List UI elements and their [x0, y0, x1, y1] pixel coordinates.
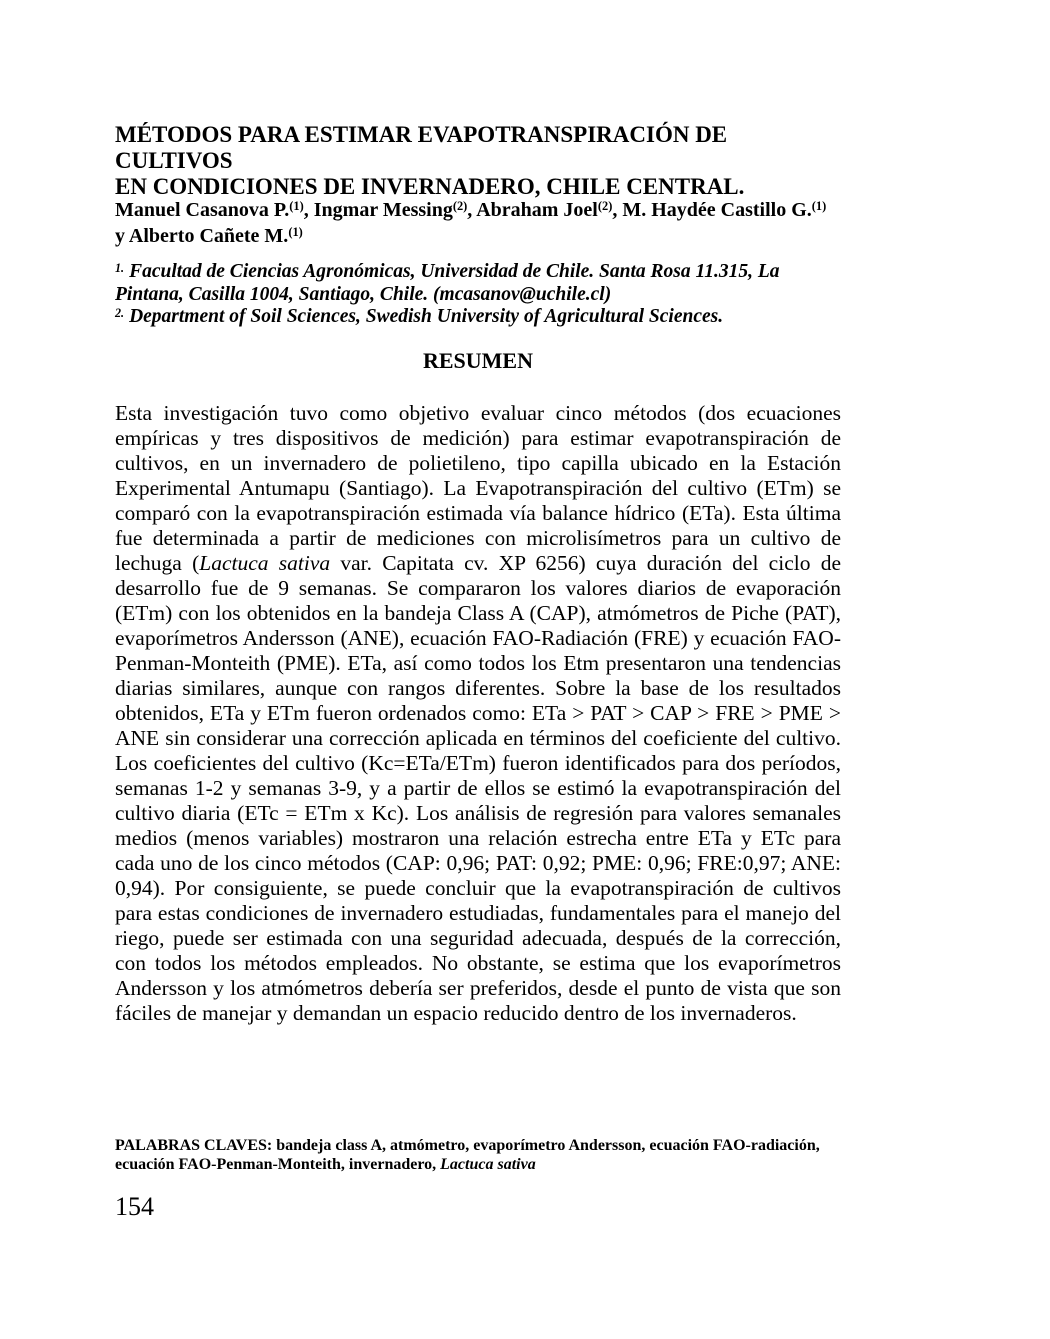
text-segment: Esta investigación tuvo como objetivo evaluar cinco métodos (dos ecuaciones empíricas y tres dispositivos de medición) para estimar evapotranspiración de cultivos, en un invernadero de polietileno, tipo capilla ubicado en la Estación Experimental Antumapu (Santiago). La Evapotranspiración del cultivo (ETm) se comparó con la evapotranspiración estimada vía balance hídrico (ETa). Esta última fue determinada a partir de mediciones con microlisímetros para un cultivo de lechuga ( [115, 401, 841, 575]
italic-text-segment: Lactuca sativa [440, 1155, 536, 1173]
author-list: Manuel Casanova P.$^{(1)}$, Ingmar Messing$^{(2)}$, Abraham Joel$^{(2)}$, M. Haydée Castillo G.$^{(1)}$ y Alberto Cañete M.$^{(1)}$ [115, 198, 827, 247]
text-segment: var. Capitata cv. XP 6256) cuya duración del ciclo de desarrollo fue de 9 semanas. Se compararon los valores diarios de evaporación (ETm) con los obtenidos en la bandeja Class A (CAP), atmómetros de Piche (PAT), evaporímetros Andersson (ANE), ecuación FAO-Radiación (FRE) y ecuación FAO-Penman-Monteith (PME). ETa, así como todos los Etm presentaron una tendencias diarias similares, aunque con rangos diferentes. Sobre la base de los resultados obtenidos, ETa y ETm fueron ordenados como: ETa > PAT > CAP > FRE > PME > ANE sin considerar una corrección aplicada en términos del coeficiente del cultivo. Los coeficientes del cultivo (Kc=ETa/ETm) fueron identificados para dos períodos, semanas 1-2 y semanas 3-9, y a partir de ellos se estimó la evapotranspiración del cultivo diaria (ETc = ETm x Kc). Los análisis de regresión para valores semanales medios (menos variables) mostraron una relación estrecha entre ETa y ETc para cada uno de los cinco métodos (CAP: 0,96; PAT: 0,92; PME: 0,96; FRE:0,97; ANE: 0,94). Por consiguiente, se puede concluir que la evapotranspiración de cultivos para estas condiciones de invernadero estudiadas, fundamentales para el manejo del riego, puede ser estimada con una seguridad adecuada, después de la corrección, con todos los métodos empleados. No obstante, se estima que los evaporímetros Andersson y los atmómetros debería ser preferidos, desde el punto de vista que son fáciles de manejar y demandan un espacio reducido dentro de los invernaderos. [115, 551, 841, 1025]
affiliation-list [115, 261, 841, 329]
paper-title [115, 122, 841, 200]
affiliation-marker: 2. [115, 305, 125, 320]
keywords-line [115, 1137, 830, 1174]
affiliation-text: Facultad de Ciencias Agronómicas, Universidad de Chile. Santa Rosa 11.315, La Pintana, Casilla 1004, Santiago, Chile. (mcasanov@uchile.cl) [115, 261, 780, 305]
abstract-paragraph [115, 401, 841, 1026]
author-name: Alberto Cañete M. [128, 225, 289, 247]
author-name: Manuel Casanova P. [115, 199, 290, 221]
section-heading-resumen: RESUMEN [422, 348, 533, 373]
affiliation [115, 261, 841, 306]
author-affiliation-superscript: (1) [288, 224, 303, 239]
page-number: 154 [115, 1192, 154, 1221]
italic-text-segment: Lactuca sativa [199, 551, 331, 575]
author-name: Ingmar Messing [313, 199, 453, 221]
author-affiliation-superscript: (2) [597, 198, 613, 213]
author-name: Abraham Joel [476, 199, 598, 221]
affiliation [115, 306, 841, 329]
affiliation-marker: 1. [115, 260, 125, 275]
author-affiliation-superscript: (1) [289, 198, 304, 213]
text-segment: PALABRAS CLAVES: bandeja class A, atmómetro, evaporímetro Andersson, ecuación FAO-radiación, ecuación FAO-Penman-Monteith, invernadero, [115, 1137, 820, 1173]
author-affiliation-superscript: (2) [452, 198, 468, 213]
affiliation-text: Department of Soil Sciences, Swedish University of Agricultural Sciences. [129, 306, 724, 327]
paper-title-line-1: MÉTODOS PARA ESTIMAR EVAPOTRANSPIRACIÓN DE CULTIVOS [115, 122, 728, 173]
author-name: M. Haydée Castillo G. [622, 199, 812, 221]
author-affiliation-superscript: (1) [811, 198, 827, 213]
paper-title-line-2: EN CONDICIONES DE INVERNADERO, CHILE CENTRAL. [115, 174, 745, 199]
